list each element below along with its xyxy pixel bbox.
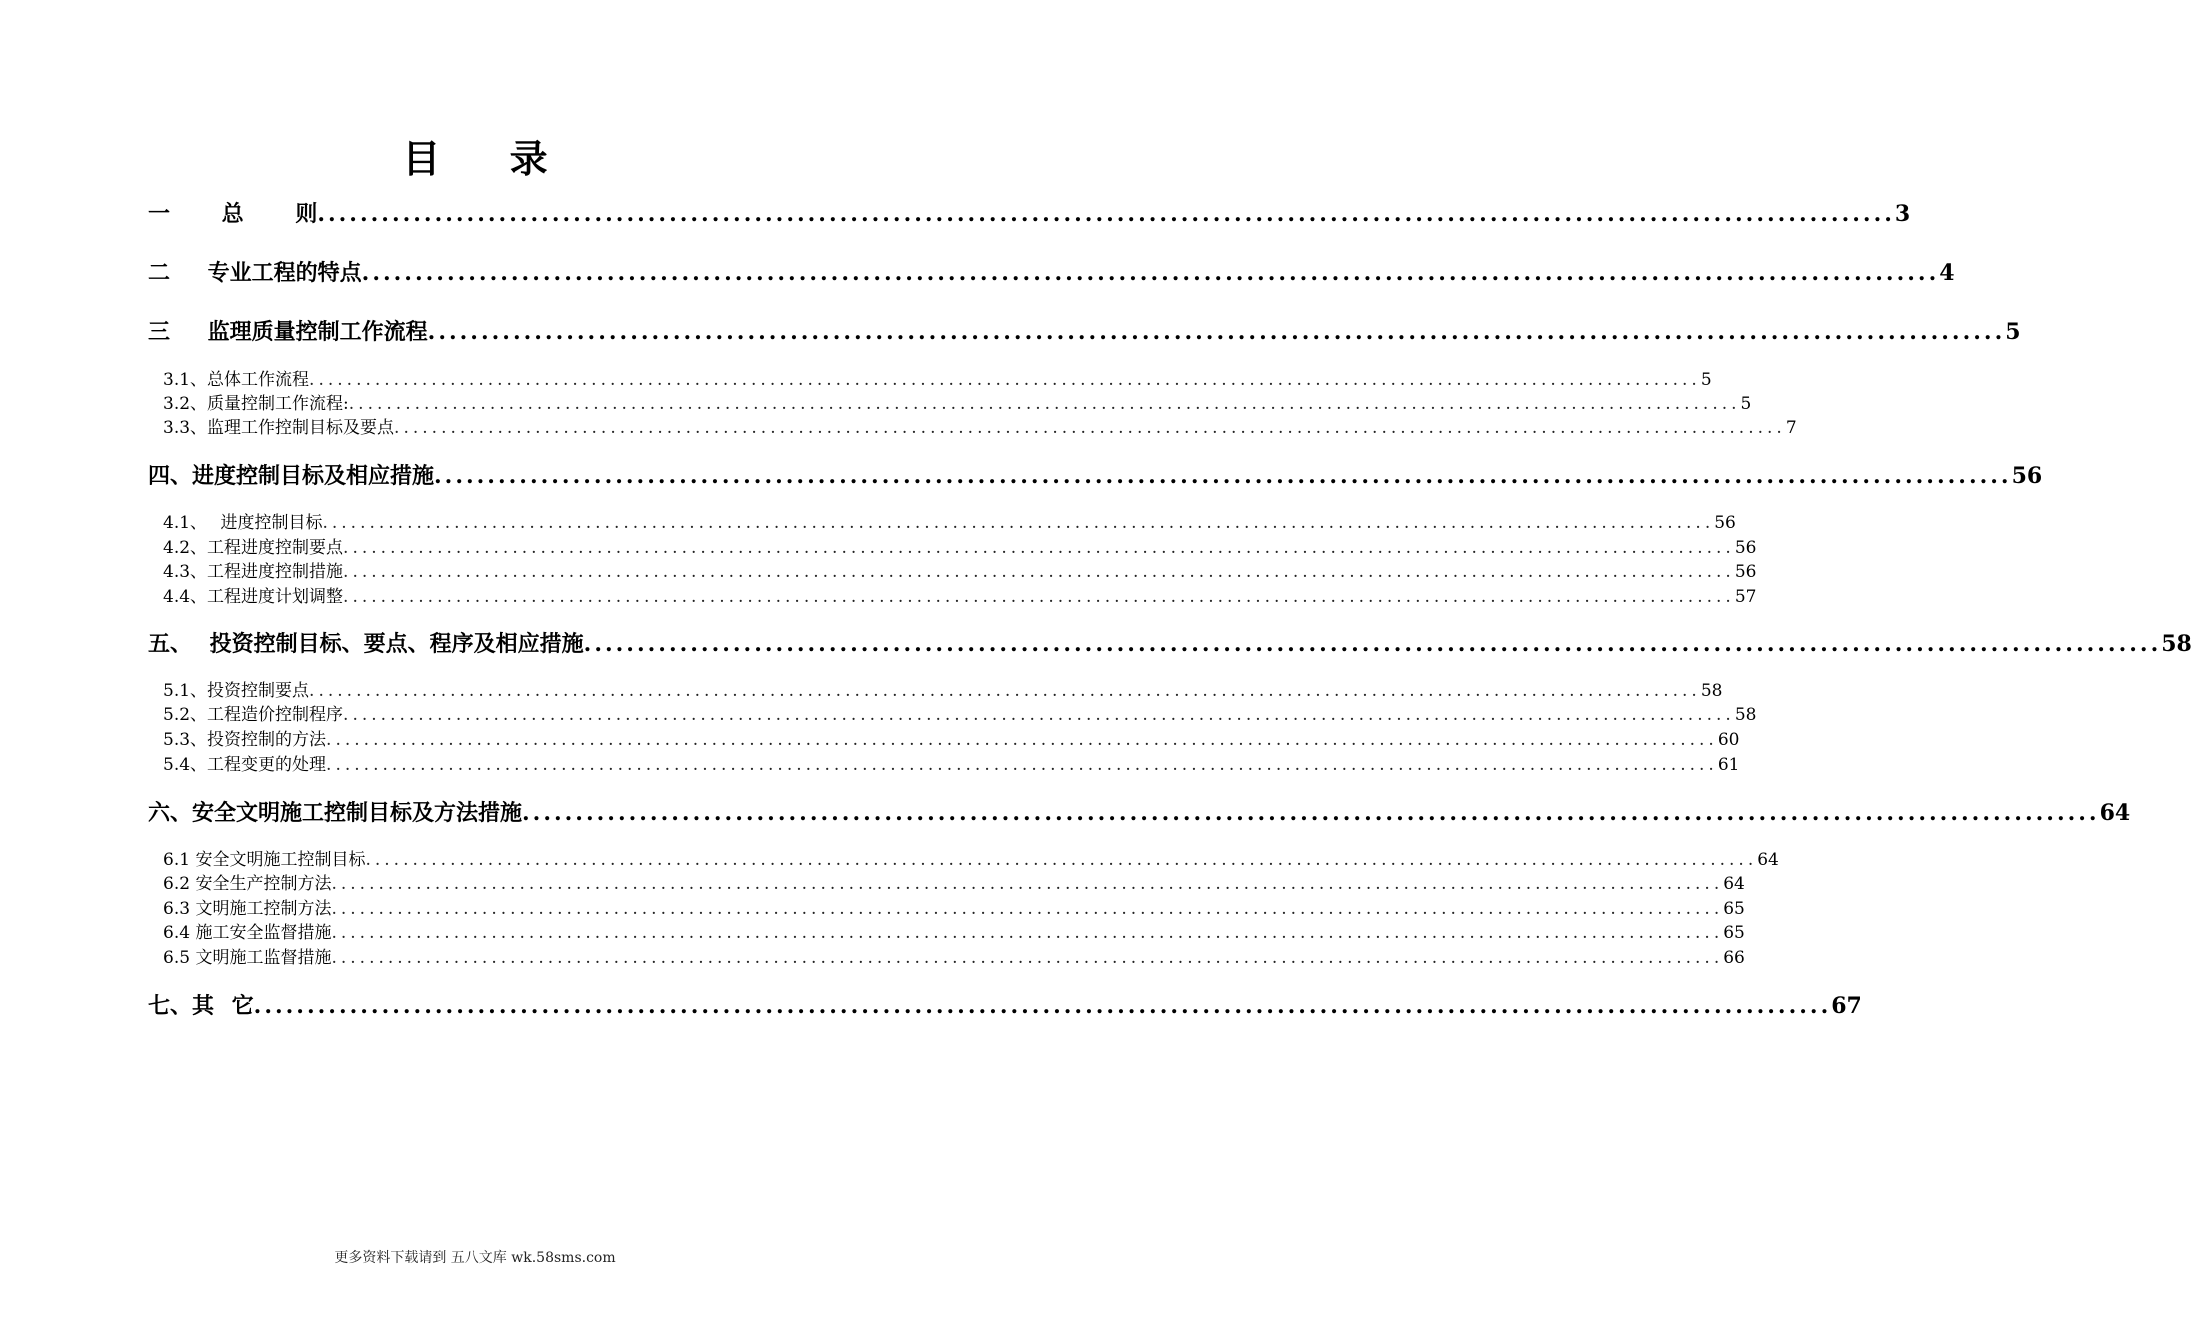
toc-section-7[interactable]: [148, 989, 1862, 1020]
toc-leader: ....................................................................................................................................................: [326, 755, 1718, 775]
toc-label: 4.1、 进度控制目标: [163, 513, 323, 533]
toc-label: 二 专业工程的特点: [148, 260, 362, 286]
toc-label: 5.4、工程变更的处理: [163, 755, 327, 775]
toc-leader: ....................................................................................................................................................: [331, 923, 1724, 943]
toc-leader: ....................................................................................................................................................: [317, 201, 1895, 227]
toc-page: 7: [1785, 418, 1797, 438]
toc-label: 3.3、监理工作控制目标及要点: [163, 418, 395, 438]
toc-label: 6.2 安全生产控制方法: [163, 874, 332, 894]
toc-leader: ....................................................................................................................................................: [583, 631, 2162, 657]
toc-subsection-6-3[interactable]: [163, 894, 1745, 919]
toc-subsection-4-1[interactable]: [163, 508, 1736, 533]
toc-subsection-4-4[interactable]: [163, 582, 1757, 607]
toc-label: 3.2、质量控制工作流程:: [163, 394, 349, 414]
toc-leader: ....................................................................................................................................................: [343, 538, 1735, 558]
toc-leader: ....................................................................................................................................................: [434, 463, 2012, 489]
toc-section-3[interactable]: [148, 315, 2021, 346]
toc-page: 57: [1734, 587, 1757, 607]
toc-leader: ....................................................................................................................................................: [343, 705, 1735, 725]
toc-leader: ....................................................................................................................................................: [326, 730, 1718, 750]
toc-label: 三 监理质量控制工作流程: [148, 319, 428, 345]
toc-page: 58: [1700, 681, 1723, 701]
toc-label: 4.2、工程进度控制要点: [163, 538, 344, 558]
toc-leader: ....................................................................................................................................................: [394, 418, 1786, 438]
toc-label: 四、进度控制目标及相应措施: [148, 463, 435, 489]
toc-label: 5.3、投资控制的方法: [163, 730, 327, 750]
toc-section-1[interactable]: [148, 197, 1911, 228]
toc-page: 66: [1723, 948, 1745, 968]
toc-label: 4.4、工程进度计划调整: [163, 587, 344, 607]
toc-label: 5.1、投资控制要点: [163, 681, 310, 701]
toc-label: 六、安全文明施工控制目标及方法措施: [148, 800, 523, 826]
toc-subsection-3-3[interactable]: [163, 413, 1797, 438]
toc-subsection-6-1[interactable]: [163, 845, 1779, 870]
toc-subsection-3-1[interactable]: [163, 365, 1712, 390]
toc-leader: ....................................................................................................................................................: [331, 874, 1724, 894]
toc-page: 58: [1734, 705, 1757, 725]
toc-label: 5.2、工程造价控制程序: [163, 705, 344, 725]
toc-subsection-5-3[interactable]: [163, 725, 1740, 750]
toc-label: 6.5 文明施工监督措施: [163, 948, 332, 968]
toc-subsection-3-2[interactable]: [163, 389, 1752, 414]
page-title: 目 录: [402, 136, 576, 181]
toc-label: 七、其 它: [148, 993, 254, 1019]
toc-page: 5: [2005, 319, 2021, 345]
toc-page: 64: [1757, 850, 1779, 870]
toc-label: 4.3、工程进度控制措施: [163, 562, 344, 582]
toc-section-2[interactable]: [148, 256, 1955, 287]
toc-leader: ....................................................................................................................................................: [365, 850, 1758, 870]
toc-label: 6.3 文明施工控制方法: [163, 899, 332, 919]
toc-subsection-4-2[interactable]: [163, 533, 1757, 558]
toc-leader: ....................................................................................................................................................: [253, 993, 1832, 1019]
toc-leader: ....................................................................................................................................................: [427, 319, 2006, 345]
toc-subsection-5-2[interactable]: [163, 700, 1757, 725]
toc-label: 3.1、总体工作流程: [163, 370, 310, 390]
toc-leader: ....................................................................................................................................................: [309, 370, 1701, 390]
toc-leader: ....................................................................................................................................................: [331, 899, 1724, 919]
toc-page: 5: [1700, 370, 1712, 390]
toc-page: 3: [1894, 201, 1911, 227]
toc-page: 65: [1723, 923, 1745, 943]
toc-page: 56: [1714, 513, 1736, 533]
toc-page: 64: [2099, 800, 2131, 826]
toc-leader: ....................................................................................................................................................: [522, 800, 2100, 826]
toc-label: 6.1 安全文明施工控制目标: [163, 850, 366, 870]
toc-section-4[interactable]: [148, 459, 2043, 490]
toc-leader: ....................................................................................................................................................: [309, 681, 1701, 701]
toc-page: 65: [1723, 899, 1745, 919]
toc-section-5[interactable]: [148, 627, 2192, 658]
toc-subsection-5-1[interactable]: [163, 676, 1723, 701]
toc-leader: ....................................................................................................................................................: [331, 948, 1724, 968]
toc-page: 61: [1717, 755, 1740, 775]
toc-page: 5: [1740, 394, 1752, 414]
toc-leader: ....................................................................................................................................................: [343, 587, 1735, 607]
toc-page: 58: [2161, 631, 2192, 657]
toc-page: 67: [1831, 993, 1862, 1019]
toc-label: 一 总 则: [148, 201, 318, 227]
toc-section-6[interactable]: [148, 796, 2131, 827]
toc-subsection-5-4[interactable]: [163, 750, 1740, 775]
toc-subsection-6-4[interactable]: [163, 918, 1745, 943]
toc-subsection-4-3[interactable]: [163, 557, 1757, 582]
footer-note: 更多资料下载请到 五八文库 wk.58sms.com: [334, 1250, 616, 1266]
toc-page: 64: [1723, 874, 1745, 894]
toc-page: 4: [1939, 260, 1955, 286]
toc-leader: ....................................................................................................................................................: [322, 513, 1715, 533]
toc-page: 56: [1734, 538, 1757, 558]
toc-page: 60: [1717, 730, 1740, 750]
toc-subsection-6-2[interactable]: [163, 869, 1745, 894]
toc-leader: ....................................................................................................................................................: [343, 562, 1735, 582]
toc-subsection-6-5[interactable]: [163, 943, 1745, 968]
toc-page: 56: [1734, 562, 1757, 582]
toc-leader: ....................................................................................................................................................: [361, 260, 1940, 286]
toc-label: 6.4 施工安全监督措施: [163, 923, 332, 943]
toc-label: 五、 投资控制目标、要点、程序及相应措施: [148, 631, 584, 657]
toc-page: 56: [2011, 463, 2043, 489]
toc-leader: ....................................................................................................................................................: [348, 394, 1741, 414]
